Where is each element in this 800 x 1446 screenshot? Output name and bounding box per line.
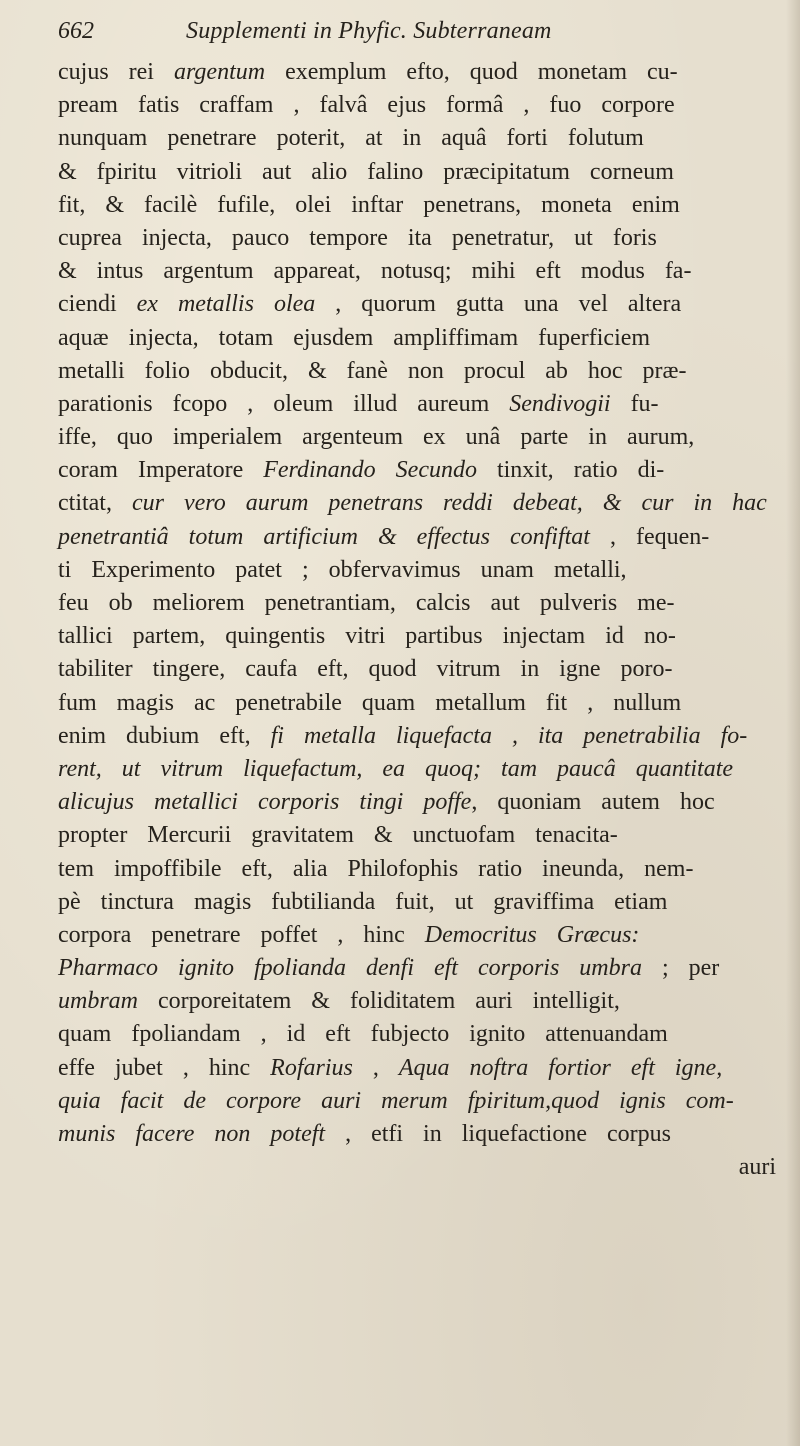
text-line	[58, 322, 782, 355]
roman-text: cuprea injecta, pauco tempore ita penetratur, ut foris	[58, 224, 657, 251]
roman-text: effe jubet , hinc	[58, 1054, 271, 1081]
text-line	[58, 487, 782, 520]
italic-text: Pharmaco ignito fpolianda denfi eft corporis umbra	[58, 955, 642, 982]
line-content	[58, 89, 675, 122]
line-content	[58, 56, 678, 89]
italic-text: Sendivogii	[509, 390, 611, 417]
italic-text: munis facere non poteft	[58, 1121, 326, 1147]
text-line	[58, 388, 782, 421]
roman-text: tem impoffibile eft, alia Philofophis ratio ineunda, nem-	[58, 855, 694, 882]
line-content	[58, 1018, 668, 1051]
roman-text: ti Experimento patet ; obfervavimus unam metalli,	[58, 556, 627, 583]
text-line	[58, 653, 782, 686]
roman-text: , etfi in liquefactione corpus	[325, 1121, 671, 1147]
italic-text: Rofarius	[270, 1054, 353, 1081]
roman-text: auri	[738, 1154, 776, 1181]
italic-text: cur vero aurum penetrans reddi debeat, & cur in hac	[131, 490, 767, 517]
roman-text: iffe, quo imperialem argenteum ex unâ parte in aurum,	[58, 424, 695, 451]
line-content	[58, 720, 747, 753]
line-content	[58, 952, 719, 985]
italic-text: Ferdinando Secundo	[263, 457, 477, 484]
roman-text: ; per	[641, 955, 720, 982]
roman-text: , quoniam autem hoc	[471, 789, 715, 816]
line-content	[58, 421, 694, 454]
line-content	[58, 454, 664, 487]
roman-text: feu ob meliorem penetrantiam, calcis aut pulveris me-	[58, 590, 675, 616]
line-content	[58, 554, 627, 587]
roman-text: ctitat,	[58, 490, 132, 517]
line-content	[58, 653, 673, 686]
roman-text: pè tinctura magis fubtilianda fuit, ut graviffima etiam	[58, 888, 668, 915]
line-content	[58, 985, 620, 1018]
line-content	[58, 355, 687, 388]
roman-text: enim dubium eft,	[58, 722, 271, 749]
text-line	[58, 819, 782, 852]
text-line	[58, 620, 782, 653]
italic-text: fi metalla liquefacta , ita penetrabilia fo-	[270, 722, 748, 749]
roman-text: ,	[352, 1054, 399, 1081]
line-content	[58, 919, 639, 952]
text-line	[58, 952, 782, 985]
italic-text: rent, ut vitrum liquefactum, ea quoq; tam paucâ quantitate	[58, 755, 734, 782]
line-content	[58, 1085, 734, 1118]
text-line	[58, 122, 782, 155]
text-line	[58, 156, 782, 189]
running-title: Supplementi in Phyfic. Subterraneam	[186, 18, 552, 44]
roman-text: fu-	[610, 390, 659, 417]
roman-text: propter Mercurii gravitatem & unctuofam tenacita-	[58, 822, 618, 849]
roman-text: , fequen-	[589, 523, 710, 550]
line-content	[58, 753, 733, 786]
italic-text: Aqua noftra fortior eft igne,	[398, 1054, 723, 1081]
text-line	[58, 1085, 782, 1118]
text-line	[58, 1118, 782, 1151]
text-line	[58, 720, 782, 753]
line-content	[58, 1052, 722, 1085]
text-line	[58, 985, 782, 1018]
text-line	[58, 255, 782, 288]
italic-text: Democritus Græcus:	[424, 921, 640, 948]
italic-text: penetrantiâ totum artificium & effectus confiftat	[58, 523, 590, 550]
roman-text: corpora penetrare poffet , hinc	[58, 921, 425, 948]
roman-text: parationis fcopo , oleum illud aureum	[58, 390, 510, 417]
roman-text: & intus argentum appareat, notusq; mihi eft modus fa-	[58, 258, 692, 285]
roman-text: cujus rei	[58, 59, 174, 85]
text-line	[58, 189, 782, 222]
text-line	[58, 222, 782, 255]
text-line	[58, 687, 782, 720]
italic-text: ex metallis olea	[136, 291, 316, 318]
line-content	[58, 886, 667, 919]
roman-text: & fpiritu vitrioli aut alio falino præcipitatum corneum	[58, 158, 674, 185]
italic-text: argentum	[173, 59, 266, 85]
text-line	[58, 919, 782, 952]
line-content	[58, 620, 676, 653]
roman-text: coram Imperatore	[58, 457, 264, 484]
text-line	[58, 886, 782, 919]
text-line	[58, 56, 782, 89]
roman-text: aquæ injecta, totam ejusdem ampliffimam fuperficiem	[58, 324, 651, 351]
text-line	[58, 753, 782, 786]
line-content	[58, 487, 767, 520]
roman-text: quam fpoliandam , id eft fubjecto ignito attenuandam	[58, 1021, 668, 1048]
text-line	[58, 521, 782, 554]
line-content	[58, 288, 681, 321]
italic-text: quia facit de corpore auri merum fpiritum,quod ignis com-	[58, 1087, 734, 1114]
text-line	[58, 355, 782, 388]
roman-text: metalli folio obducit, & fanè non procul ab hoc præ-	[58, 357, 687, 384]
line-content	[58, 322, 650, 355]
line-content	[58, 587, 674, 620]
roman-text: ciendi	[58, 291, 137, 318]
line-content	[739, 1151, 776, 1184]
roman-text: nunquam penetrare poterit, at in aquâ forti folutum	[58, 125, 644, 152]
roman-text: corporeitatem & foliditatem auri intelligit,	[138, 988, 620, 1015]
line-content	[58, 156, 674, 189]
line-content	[58, 853, 693, 886]
text-line	[58, 1018, 782, 1051]
text-line	[58, 288, 782, 321]
roman-text: fit, & facilè fufile, olei inftar penetrans, moneta enim	[58, 191, 680, 218]
roman-text: exemplum efto, quod monetam cu-	[265, 59, 678, 85]
page-edge-shadow	[786, 0, 800, 1446]
text-line	[58, 587, 782, 620]
text-line	[58, 554, 782, 587]
line-content	[58, 388, 659, 421]
roman-text: tabiliter tingere, caufa eft, quod vitrum in igne poro-	[58, 656, 673, 683]
line-content	[58, 222, 657, 255]
line-content	[58, 255, 691, 288]
roman-text: fum magis ac penetrabile quam metallum fit , nullum	[58, 689, 682, 716]
body-text	[58, 56, 782, 1184]
italic-text: umbram	[58, 988, 139, 1015]
line-content	[58, 1118, 671, 1151]
page-header	[58, 18, 778, 50]
line-content	[58, 122, 644, 155]
roman-text: , quorum gutta una vel altera	[315, 291, 682, 318]
text-line	[58, 853, 782, 886]
text-line	[58, 786, 782, 819]
text-line	[58, 1052, 782, 1085]
roman-text: tinxit, ratio di-	[476, 457, 665, 484]
text-line	[58, 454, 782, 487]
roman-text: tallici partem, quingentis vitri partibus injectam id no-	[58, 623, 676, 650]
text-line	[58, 89, 782, 122]
italic-text: alicujus metallici corporis tingi poffe	[58, 789, 472, 816]
roman-text: pream fatis craffam , falvâ ejus formâ , fuo corpore	[58, 92, 675, 119]
line-content	[58, 819, 618, 852]
text-line	[58, 421, 782, 454]
text-line	[58, 1151, 782, 1184]
line-content	[58, 687, 681, 720]
line-content	[58, 786, 715, 819]
line-content	[58, 521, 709, 554]
page-number: 662	[58, 18, 94, 44]
line-content	[58, 189, 680, 222]
